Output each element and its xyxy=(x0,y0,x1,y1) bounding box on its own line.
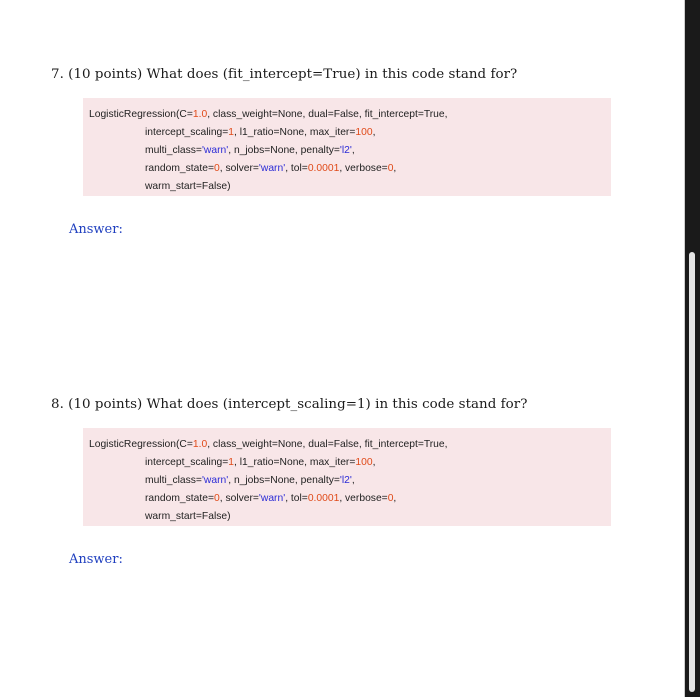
code-block-q7 xyxy=(83,98,611,196)
code-line-1: LogisticRegression(C=1.0, class_weight=None, dual=False, fit_intercept=True, xyxy=(89,109,448,120)
code-line-4: random_state=0, solver='warn', tol=0.0001, verbose=0, xyxy=(145,163,397,174)
code-line-5: warm_start=False) xyxy=(145,181,231,192)
code-line-3: multi_class='warn', n_jobs=None, penalty='l2', xyxy=(145,475,355,486)
question-7-title: 7. (10 points) What does (fit_intercept=True) in this code stand for? xyxy=(51,67,518,82)
code-line-5: warm_start=False) xyxy=(145,511,231,522)
question-8-title: 8. (10 points) What does (intercept_scaling=1) in this code stand for? xyxy=(51,397,528,412)
answer-label-q8: Answer: xyxy=(69,552,123,567)
code-line-3: multi_class='warn', n_jobs=None, penalty='l2', xyxy=(145,145,355,156)
code-block-q8 xyxy=(83,428,611,526)
scrollbar-thumb[interactable] xyxy=(689,252,695,692)
vertical-scrollbar[interactable] xyxy=(685,0,700,697)
answer-label-q7: Answer: xyxy=(69,222,123,237)
code-line-1: LogisticRegression(C=1.0, class_weight=None, dual=False, fit_intercept=True, xyxy=(89,439,448,450)
code-line-2: intercept_scaling=1, l1_ratio=None, max_iter=100, xyxy=(145,127,376,138)
code-line-2: intercept_scaling=1, l1_ratio=None, max_iter=100, xyxy=(145,457,376,468)
code-line-4: random_state=0, solver='warn', tol=0.0001, verbose=0, xyxy=(145,493,397,504)
